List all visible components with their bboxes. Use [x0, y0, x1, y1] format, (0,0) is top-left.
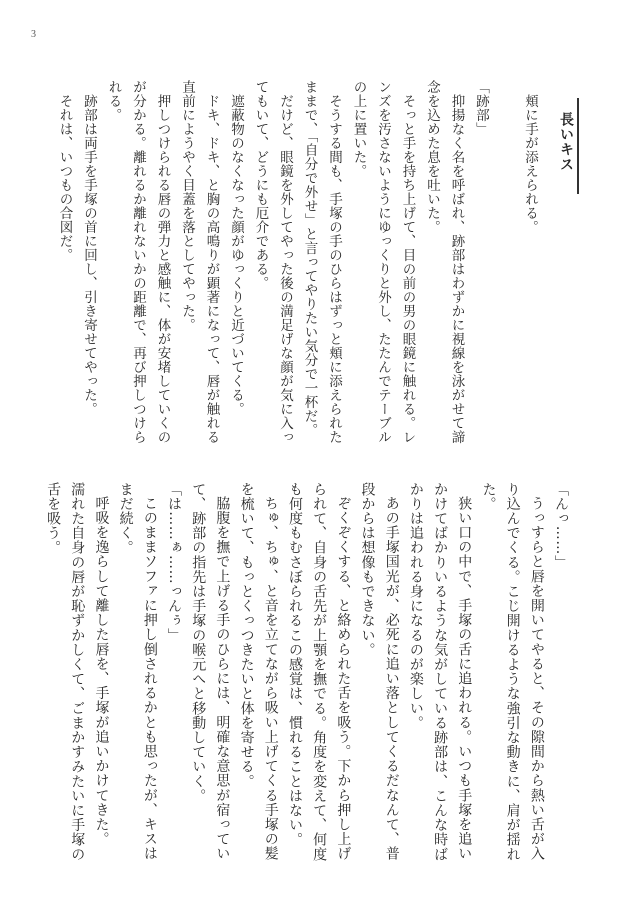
text-line: 脇腹を撫で上げる手のひらには、明確な意思が宿ってい	[214, 496, 231, 861]
text-line: も何度もむさぼられるこの感覚は、慣れることはない。	[286, 482, 303, 847]
text-line: 呼吸を逸らして離した唇を、手塚が追いかけてきた。	[93, 496, 110, 847]
body-text-bottom	[40, 482, 573, 868]
text-line: ンズを汚さないようにゆっくりと外し、たたんでテーブル	[375, 80, 391, 444]
text-line: そっと手を持ち上げて、目の前の男の眼鏡に触れる。レ	[399, 93, 416, 444]
text-line: ちゅ、ちゅ、と音を立てながら吸い上げてくる手塚の髪	[262, 496, 279, 861]
text-line: まだ続く。	[117, 482, 134, 555]
text-line: うっすらと唇を開いてやると、その隙間から熱い舌が入	[528, 496, 545, 861]
text-line: 跡部は両手を手塚の首に回し、引き寄せてやった。	[81, 93, 97, 416]
text-line: ドキ、ドキ、と胸の高鳴りが顕著になって、唇が触れる	[203, 93, 220, 444]
text-line: 遮蔽物のなくなった顔がゆっくりと近づいてくる。	[228, 93, 244, 416]
text-line: かけてばかりいるような気がしている跡部は、こんな時ば	[432, 482, 449, 862]
body-text-top	[52, 80, 542, 450]
text-line: このままソファに押し倒されるかとも思ったが、キスは	[141, 496, 158, 861]
text-line: れる。	[105, 80, 122, 122]
text-line: を梳いて、もっとくっつきたいと体を寄せる。	[238, 482, 255, 789]
text-line: 段からは想像もできない。	[359, 482, 376, 658]
text-line: ぞくぞくする、と絡められた舌を吸う。下から押し上げ	[335, 496, 352, 861]
text-line: てもいて、どうにも厄介である。	[252, 80, 269, 290]
text-line: られて、自身の舌先が上顎を撫でる。角度を変えて、何度	[311, 482, 328, 862]
text-line: そうする間も、手塚の手のひらはずっと頬に添えられた	[326, 93, 342, 444]
text-line: 「んっ……」	[553, 482, 569, 570]
text-line: 押しつけられる唇の弾力と感触に、体が安堵していくの	[154, 93, 171, 444]
text-line: かりは追われる身になるのが楽しい。	[407, 482, 424, 731]
title-rule	[577, 98, 579, 194]
text-line: あの手塚国光が、必死に追い落としてくるだなんて、普	[383, 496, 400, 861]
text-line: 念を込めた息を吐いた。	[424, 80, 440, 234]
blank-line	[493, 80, 518, 450]
text-line: 濡れた自身の唇が恥ずかしくて、ごまかすみたいに手塚の	[69, 482, 86, 862]
text-line: 狭い口の中で、手塚の舌に追われる。いつも手塚を追い	[456, 496, 473, 861]
text-line: り込んでくる。こじ開けるような強引な動きに、肩が揺れ	[504, 482, 521, 862]
text-line: 直前にようやく目蓋を落としてやった。	[179, 80, 195, 332]
text-line: て、跡部の指先は手塚の喉元へと移動していく。	[190, 482, 207, 804]
text-line: の上に置いた。	[350, 80, 367, 178]
text-line: 頬に手が添えられる。	[522, 93, 538, 234]
text-line: それは、いつもの合図だ。	[56, 93, 73, 262]
chapter-title: 長いキス	[558, 112, 574, 172]
text-line: 「は……ぁ……っんぅ」	[166, 482, 182, 643]
text-line: 「跡部」	[473, 80, 489, 136]
text-line: だけど、眼鏡を外してやった後の満足げな顔が気に入っ	[277, 93, 293, 444]
text-line: が分かる。離れるか離れないかの距離で、再び押しつけら	[130, 80, 146, 444]
text-line: 舌を吸う。	[45, 482, 62, 555]
text-line: ままで、「自分で外せ」と言ってやりたい気分で一杯だ。	[301, 80, 318, 438]
text-line: 抑揚なく名を呼ばれ、跡部はわずかに視線を泳がせて諦	[448, 93, 465, 444]
text-line: た。	[480, 482, 497, 512]
page-number: 3	[31, 29, 36, 40]
